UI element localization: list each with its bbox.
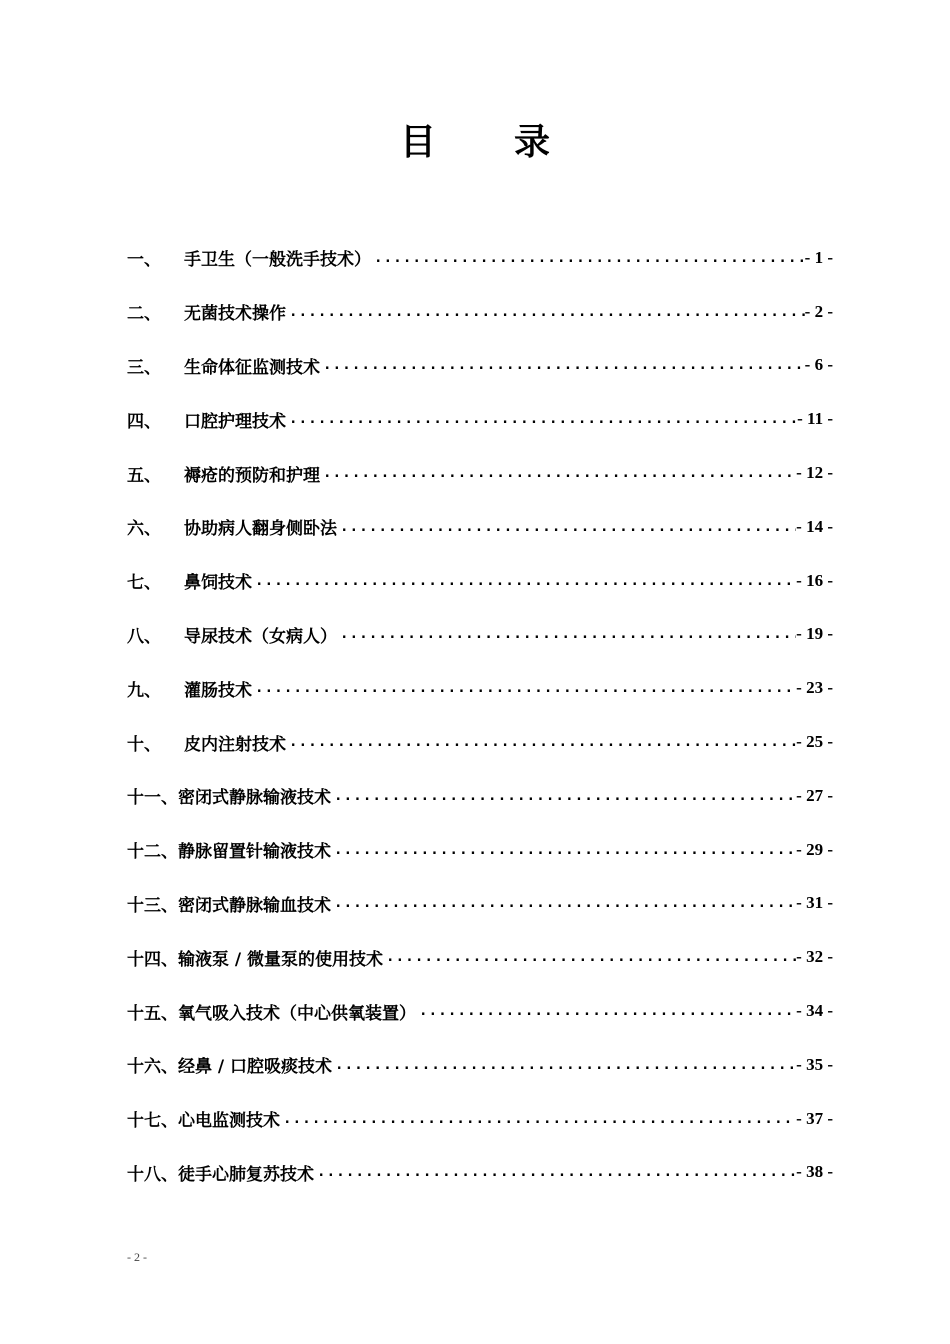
toc-label: 徒手心肺复苏技术 (178, 1164, 314, 1185)
toc-page: - 35 - (796, 1054, 833, 1074)
toc-entry[interactable] (127, 285, 833, 339)
toc-number: 五、 (127, 465, 161, 486)
toc-entry[interactable] (127, 500, 833, 554)
toc-entry[interactable] (127, 231, 833, 285)
toc-entry[interactable] (127, 661, 833, 715)
toc-label: 手卫生（一般洗手技术） (184, 250, 371, 271)
toc-entry[interactable] (127, 823, 833, 877)
toc-label: 静脉留置针输液技术 (178, 842, 331, 863)
toc-label: 褥疮的预防和护理 (184, 465, 320, 486)
toc-label: 输液泵 / 微量泵的使用技术 (178, 949, 384, 970)
toc-leader-dots (331, 895, 796, 911)
toc-number: 一、 (127, 250, 161, 271)
toc-number: 十五、 (127, 1003, 178, 1024)
toc-leader-dots (314, 1164, 796, 1180)
toc-number: 六、 (127, 519, 161, 540)
toc-entry[interactable] (127, 608, 833, 662)
table-of-contents (127, 231, 833, 1199)
toc-entry[interactable] (127, 715, 833, 769)
toc-leader-dots (286, 304, 805, 320)
toc-number: 十四、 (127, 949, 178, 970)
toc-number: 十三、 (127, 895, 178, 916)
toc-leader-dots (286, 734, 796, 750)
toc-label: 氧气吸入技术（中心供氧装置） (178, 1003, 416, 1024)
toc-entry[interactable] (127, 769, 833, 823)
toc-page: - 34 - (796, 1001, 833, 1021)
toc-leader-dots (280, 1111, 796, 1127)
title-char-1: 目 (399, 121, 436, 163)
toc-label: 口腔护理技术 (184, 411, 286, 432)
toc-number: 十二、 (127, 842, 178, 863)
footer-page-number: - 2 - (127, 1250, 147, 1264)
toc-page: - 38 - (796, 1162, 833, 1182)
toc-entry[interactable] (127, 339, 833, 393)
toc-entry[interactable] (127, 446, 833, 500)
toc-label: 密闭式静脉输液技术 (178, 788, 331, 809)
toc-leader-dots (252, 573, 796, 589)
toc-leader-dots (332, 1057, 796, 1073)
toc-label: 经鼻 / 口腔吸痰技术 (178, 1057, 333, 1078)
toc-entry[interactable] (127, 984, 833, 1038)
toc-number: 十、 (127, 734, 161, 755)
toc-entry[interactable] (127, 930, 833, 984)
toc-page: - 29 - (796, 839, 833, 859)
toc-leader-dots (337, 626, 796, 642)
toc-number: 十六、 (127, 1057, 178, 1078)
toc-label: 鼻饲技术 (184, 573, 252, 594)
toc-leader-dots (252, 680, 796, 696)
toc-page: - 37 - (796, 1108, 833, 1128)
toc-entry[interactable] (127, 877, 833, 931)
toc-page: - 12 - (796, 463, 833, 483)
toc-leader-dots (320, 465, 796, 481)
toc-number: 九、 (127, 680, 161, 701)
toc-leader-dots (331, 842, 796, 858)
toc-number: 四、 (127, 411, 161, 432)
toc-page: - 32 - (796, 947, 833, 967)
toc-number: 十八、 (127, 1164, 178, 1185)
toc-page: - 23 - (796, 678, 833, 698)
toc-page: - 27 - (796, 785, 833, 805)
toc-page: - 19 - (796, 624, 833, 644)
toc-leader-dots (331, 788, 796, 804)
toc-page: - 16 - (796, 570, 833, 590)
toc-page: - 25 - (796, 732, 833, 752)
toc-leader-dots (286, 411, 797, 427)
toc-page: - 14 - (796, 516, 833, 536)
toc-label: 生命体征监测技术 (184, 357, 320, 378)
toc-number: 八、 (127, 626, 161, 647)
toc-leader-dots (416, 1003, 796, 1019)
toc-entry[interactable] (127, 554, 833, 608)
toc-label: 灌肠技术 (184, 680, 252, 701)
toc-entry[interactable] (127, 392, 833, 446)
toc-number: 二、 (127, 304, 161, 325)
page-title (0, 118, 950, 166)
toc-label: 无菌技术操作 (184, 304, 286, 325)
toc-number: 三、 (127, 357, 161, 378)
toc-number: 十七、 (127, 1111, 178, 1132)
toc-entry[interactable] (127, 1092, 833, 1146)
toc-label: 协助病人翻身侧卧法 (184, 519, 337, 540)
toc-page: - 31 - (796, 893, 833, 913)
toc-number: 七、 (127, 573, 161, 594)
toc-page: - 2 - (804, 301, 833, 321)
toc-label: 心电监测技术 (178, 1111, 280, 1132)
toc-entry[interactable] (127, 1038, 833, 1092)
toc-leader-dots (383, 949, 796, 965)
toc-label: 密闭式静脉输血技术 (178, 895, 331, 916)
title-char-2: 录 (514, 121, 551, 163)
toc-page: - 1 - (804, 247, 833, 267)
toc-leader-dots (371, 250, 805, 266)
toc-number: 十一、 (127, 788, 178, 809)
toc-label: 皮内注射技术 (184, 734, 286, 755)
toc-page: - 11 - (797, 409, 833, 429)
toc-label: 导尿技术（女病人） (184, 626, 337, 647)
toc-leader-dots (337, 519, 796, 535)
toc-entry[interactable] (127, 1146, 833, 1200)
toc-leader-dots (320, 357, 805, 373)
toc-page: - 6 - (804, 355, 833, 375)
